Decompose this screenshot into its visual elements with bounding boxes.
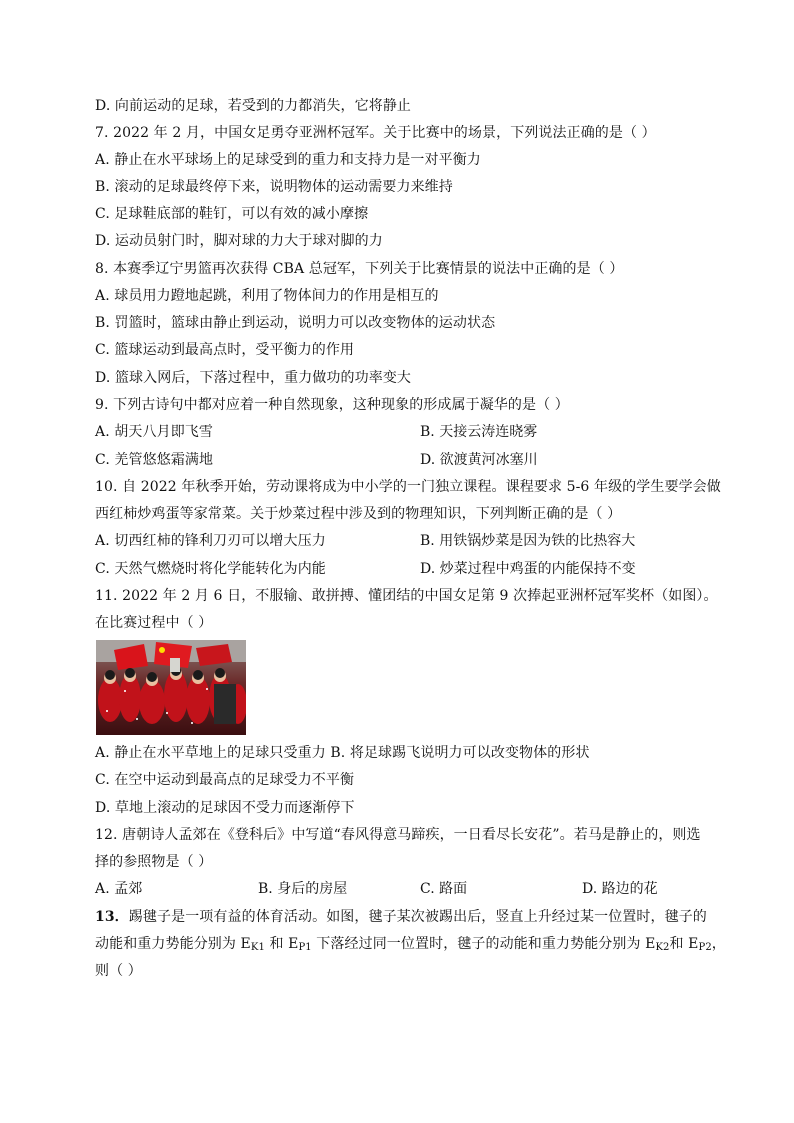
q12-option-b: B. 身后的房屋: [258, 881, 348, 897]
q13-text-part3: 下落经过同一位置时，毽子的动能和重力势能分别为 E: [311, 936, 656, 952]
question-13-end: 则（ ）: [95, 963, 142, 979]
question-11: 11. 2022 年 2 月 6 日，不服输、敢拼搏、懂团结的中国女足第 9 次捧起亚洲杯冠军奖杯（如图）。: [95, 588, 718, 604]
question-13-cont: [95, 935, 726, 957]
question-13: [95, 908, 707, 926]
q12-option-c: C. 路面: [420, 881, 468, 897]
q8-option-d: D. 篮球入网后，下落过程中，重力做功的功率变大: [95, 370, 412, 386]
q9-option-d: D. 欲渡黄河冰塞川: [420, 452, 538, 468]
q7-option-d: D. 运动员射门时，脚对球的力大于球对脚的力: [95, 233, 383, 249]
q10-option-c: C. 天然气燃烧时将化学能转化为内能: [95, 561, 326, 577]
q7-option-a: A. 静止在水平球场上的足球受到的重力和支持力是一对平衡力: [95, 152, 481, 168]
question-11-cont: 在比赛过程中（ ）: [95, 615, 213, 631]
q8-option-b: B. 罚篮时，篮球由静止到运动，说明力可以改变物体的运动状态: [95, 315, 496, 331]
q9-option-a: A. 胡天八月即飞雪: [95, 424, 214, 440]
q6-option-d: D. 向前运动的足球，若受到的力都消失，它将静止: [95, 98, 412, 114]
q10-option-d: D. 炒菜过程中鸡蛋的内能保持不变: [420, 561, 636, 577]
question-10-cont: 西红柿炒鸡蛋等家常菜。关于炒菜过程中涉及到的物理知识，下列判断正确的是（ ）: [95, 506, 622, 522]
q11-option-a-b: A. 静止在水平草地上的足球只受重力 B. 将足球踢飞说明力可以改变物体的形状: [95, 745, 590, 761]
question-13-number: 13．: [95, 909, 129, 925]
q13-text-part5: ，: [711, 936, 726, 952]
q9-option-b: B. 天接云涛连晓雾: [420, 424, 538, 440]
q7-option-b: B. 滚动的足球最终停下来，说明物体的运动需要力来维持: [95, 179, 453, 195]
q10-option-b: B. 用铁锅炒菜是因为铁的比热容大: [420, 533, 636, 549]
q8-option-a: A. 球员用力蹬地起跳，利用了物体间力的作用是相互的: [95, 288, 439, 304]
q11-option-d: D. 草地上滚动的足球因不受力而逐渐停下: [95, 800, 355, 816]
q13-text-part2: 和 E: [264, 936, 299, 952]
q9-option-c: C. 羌管悠悠霜满地: [95, 452, 214, 468]
q11-option-c: C. 在空中运动到最高点的足球受力不平衡: [95, 772, 355, 788]
question-9: 9. 下列古诗句中都对应着一种自然现象，这种现象的形成属于凝华的是（ ）: [95, 397, 569, 413]
q12-option-d: D. 路边的花: [582, 881, 658, 897]
q12-option-a: A. 孟郊: [95, 881, 143, 897]
question-8: 8. 本赛季辽宁男篮再次获得 CBA 总冠军，下列关于比赛情景的说法中正确的是（ ）: [95, 261, 624, 277]
q10-option-a: A. 切西红柿的锋利刀刃可以增大压力: [95, 533, 326, 549]
q13-sub-k1: K1: [250, 942, 265, 953]
q13-text-part4: 和 E: [669, 936, 699, 952]
q8-option-c: C. 篮球运动到最高点时，受平衡力的作用: [95, 342, 355, 358]
q13-sub-k2: K2: [655, 942, 670, 953]
q13-sub-p1: P1: [298, 942, 312, 953]
question-7: 7. 2022 年 2 月，中国女足勇夺亚洲杯冠军。关于比赛中的场景，下列说法正确的是（ ）: [95, 125, 656, 141]
question-12: 12. 唐朝诗人孟郊在《登科后》中写道“春风得意马蹄疾，一日看尽长安花”。若马是静止的，则选: [95, 827, 701, 843]
q7-option-c: C. 足球鞋底部的鞋钉，可以有效的减小摩擦: [95, 206, 369, 222]
question-13-text: 踢毽子是一项有益的体育活动。如图，毽子某次被踢出后，竖直上升经过某一位置时，毽子的: [128, 909, 707, 925]
question-10: 10. 自 2022 年秋季开始，劳动课将成为中小学的一门独立课程。课程要求 5-6 年级的学生要学会做: [95, 479, 721, 495]
team-celebration-photo: [96, 640, 246, 735]
photo-illustration: [96, 640, 246, 735]
question-12-cont: 择的参照物是（ ）: [95, 854, 213, 870]
q13-text-part1: 动能和重力势能分别为 E: [95, 936, 251, 952]
q13-sub-p2: P2: [698, 942, 712, 953]
